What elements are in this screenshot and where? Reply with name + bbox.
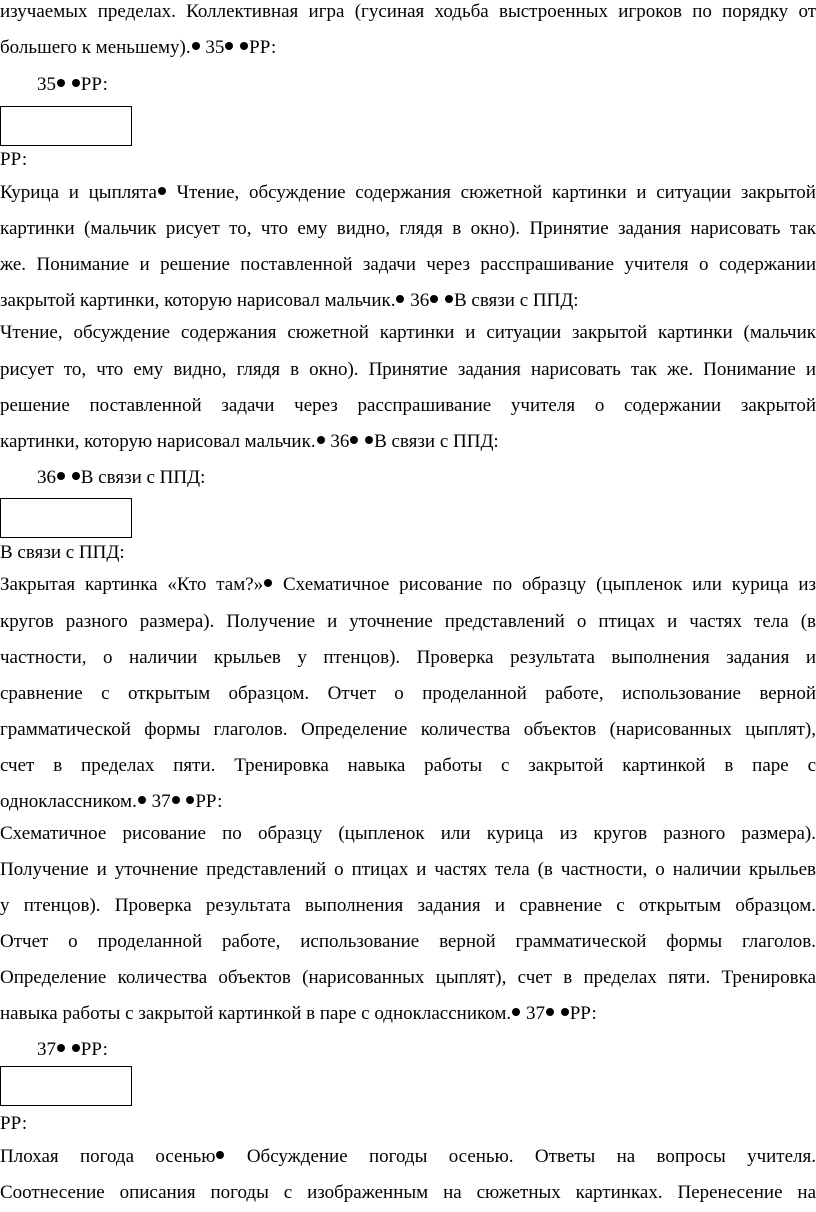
text-line: у птенцов). Проверка результата выполнения задания и сравнение с открытым образцом. <box>0 895 816 916</box>
text-line: Отчет о проделанной работе, использование верной грамматической формы глаголов. <box>0 931 816 952</box>
bullet-dot-icon <box>264 579 272 587</box>
text-line: рисует то, что ему видно, глядя в окно). Принятие задания нарисовать так же. Понимание и <box>0 359 816 380</box>
empty-box <box>0 106 132 146</box>
text-line: РР: <box>0 149 28 170</box>
bullet-dot-icon <box>57 79 65 87</box>
text-line: кругов разного размера). Получение и уточнение представлений о птицах и частях тела (в <box>0 611 816 632</box>
bullet-dot-icon <box>240 42 248 50</box>
text-line: счет в пределах пяти. Тренировка навыка работы с закрытой картинкой в паре с <box>0 755 816 776</box>
text-line: большего к меньшему). 35 РР: <box>0 37 277 58</box>
text-line: же. Понимание и решение поставленной задачи через расспрашивание учителя о содержании <box>0 254 816 275</box>
text-line: В связи с ППД: <box>0 542 125 563</box>
bullet-dot-icon <box>72 1044 80 1052</box>
bullet-dot-icon <box>350 436 358 444</box>
text-line: 37 РР: <box>37 1039 108 1060</box>
bullet-dot-icon <box>317 436 325 444</box>
text-line: Закрытая картинка «Кто там?» Схематичное рисование по образцу (цыпленок или курица из <box>0 574 816 595</box>
bullet-dot-icon <box>172 796 180 804</box>
bullet-dot-icon <box>225 42 233 50</box>
text-line: навыка работы с закрытой картинкой в паре с одноклассником. 37 РР: <box>0 1003 597 1024</box>
text-line: грамматической формы глаголов. Определение количества объектов (нарисованных цыплят), <box>0 719 816 740</box>
text-line: Схематичное рисование по образцу (цыпленок или курица из кругов разного размера). <box>0 823 816 844</box>
bullet-dot-icon <box>57 1044 65 1052</box>
text-line: сравнение с открытым образцом. Отчет о проделанной работе, использование верной <box>0 683 816 704</box>
bullet-dot-icon <box>561 1008 569 1016</box>
text-line: Чтение, обсуждение содержания сюжетной картинки и ситуации закрытой картинки (мальчик <box>0 322 816 343</box>
text-line: закрытой картинки, которую нарисовал мальчик. 36 В связи с ППД: <box>0 290 579 311</box>
empty-box <box>0 498 132 538</box>
text-line: Плохая погода осенью Обсуждение погоды осенью. Ответы на вопросы учителя. <box>0 1146 816 1167</box>
bullet-dot-icon <box>72 472 80 480</box>
bullet-dot-icon <box>57 472 65 480</box>
bullet-dot-icon <box>186 796 194 804</box>
text-line: Курица и цыплята Чтение, обсуждение содержания сюжетной картинки и ситуации закрытой <box>0 182 816 203</box>
text-line: картинки (мальчик рисует то, что ему видно, глядя в окно). Принятие задания нарисовать так <box>0 218 816 239</box>
text-line: частности, о наличии крыльев у птенцов). Проверка результата выполнения задания и <box>0 647 816 668</box>
bullet-dot-icon <box>445 295 453 303</box>
text-line: РР: <box>0 1113 28 1134</box>
bullet-dot-icon <box>512 1008 520 1016</box>
bullet-dot-icon <box>430 295 438 303</box>
bullet-dot-icon <box>396 295 404 303</box>
bullet-dot-icon <box>158 187 166 195</box>
text-line: одноклассником. 37 РР: <box>0 791 223 812</box>
empty-box <box>0 1066 132 1106</box>
text-line: картинки, которую нарисовал мальчик. 36 В связи с ППД: <box>0 431 499 452</box>
text-line: Определение количества объектов (нарисованных цыплят), счет в пределах пяти. Тренировка <box>0 967 816 988</box>
text-line: решение поставленной задачи через расспрашивание учителя о содержании закрытой <box>0 395 816 416</box>
bullet-dot-icon <box>546 1008 554 1016</box>
text-line: 35 РР: <box>37 74 108 95</box>
bullet-dot-icon <box>138 796 146 804</box>
bullet-dot-icon <box>192 42 200 50</box>
text-line: Получение и уточнение представлений о птицах и частях тела (в частности, о наличии крыльев <box>0 859 816 880</box>
text-line: Соотнесение описания погоды с изображенным на сюжетных картинках. Перенесение на <box>0 1182 816 1203</box>
bullet-dot-icon <box>72 79 80 87</box>
text-line: 36 В связи с ППД: <box>37 467 206 488</box>
bullet-dot-icon <box>365 436 373 444</box>
text-line: изучаемых пределах. Коллективная игра (гусиная ходьба выстроенных игроков по порядку от <box>0 1 816 22</box>
bullet-dot-icon <box>216 1151 224 1159</box>
